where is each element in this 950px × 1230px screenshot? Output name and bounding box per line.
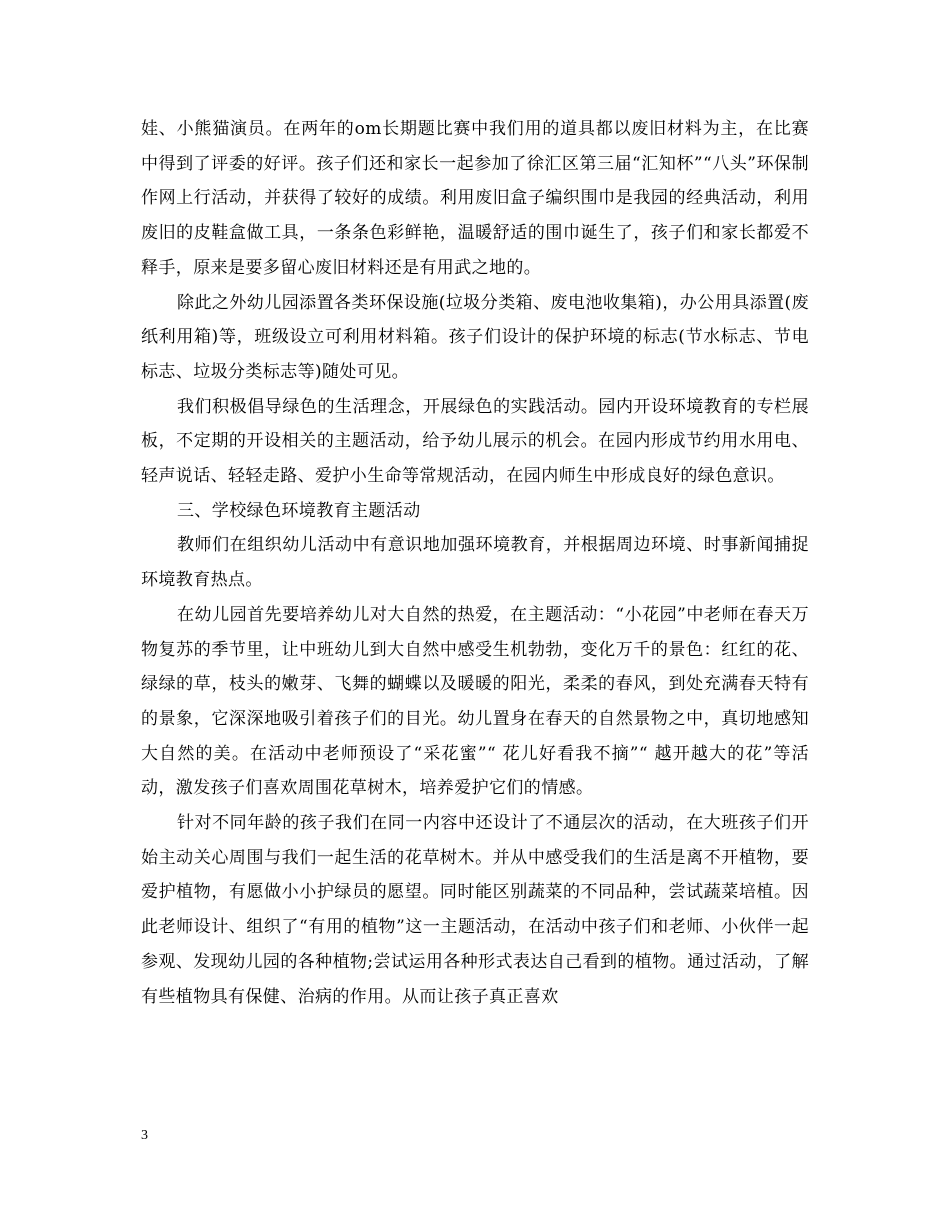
section-heading: 三、学校绿色环境教育主题活动 xyxy=(177,500,421,521)
paragraph-nature-love: 在幼儿园首先要培养幼儿对大自然的热爱，在主题活动：“小花园”中老师在春天万物复苏的季节里，让中班幼儿到大自然中感受生机勃勃，变化万千的景色：红红的花、绿绿的草，枝头的嫩芽、飞舞的蝴蝶以及暖暖的阳光，柔柔的春风，到处充满春天特有的景象，它深深地吸引着孩子们的目光。幼儿置身在春天的自然景物之中，真切地感知大自然的美。在活动中老师预设了“采花蜜”“ 花儿好看我不摘”“ 越开越大的花”等活动，激发孩子们喜欢周围花草树木，培养爱护它们的情感。 xyxy=(141,604,809,799)
page-number: 3 xyxy=(141,1128,148,1143)
document-body xyxy=(141,112,809,1014)
paragraph-teachers: 教师们在组织幼儿活动中有意识地加强环境教育，并根据周边环境、时事新闻捕捉环境教育热点。 xyxy=(141,535,809,591)
paragraph-continuation: 娃、小熊猫演员。在两年的om长期题比赛中我们用的道具都以废旧材料为主，在比赛中得到了评委的好评。孩子们还和家长一起参加了徐汇区第三届“汇知杯”“八头”环保制作网上行活动，并获得了较好的成绩。利用废旧盒子编织围巾是我园的经典活动，利用废旧的皮鞋盒做工具，一条条色彩鲜艳，温暖舒适的围巾诞生了，孩子们和家长都爱不释手，原来是要多留心废旧材料还是有用武之地的。 xyxy=(141,119,809,278)
paragraph-facilities: 除此之外幼儿园添置各类环保设施(垃圾分类箱、废电池收集箱)，办公用具添置(废纸利用箱)等，班级设立可利用材料箱。孩子们设计的保护环境的标志(节水标志、节电标志、垃圾分类标志等)随处可见。 xyxy=(141,292,809,382)
paragraph-green-concept: 我们积极倡导绿色的生活理念，开展绿色的实践活动。园内开设环境教育的专栏展板，不定期的开设相关的主题活动，给予幼儿展示的机会。在园内形成节约用水用电、轻声说话、轻轻走路、爱护小生命等常规活动，在园内师生中形成良好的绿色意识。 xyxy=(141,396,809,487)
paragraph-age-levels: 针对不同年龄的孩子我们在同一内容中还设计了不通层次的活动，在大班孩子们开始主动关心周围与我们一起生活的花草树木。并从中感受我们的生活是离不开植物，要爱护植物，有愿做小小护绿员的愿望。同时能区别蔬菜的不同品种，尝试蔬菜培植。因此老师设计、组织了“有用的植物”这一主题活动，在活动中孩子们和老师、小伙伴一起参观、发现幼儿园的各种植物;尝试运用各种形式表达自己看到的植物。通过活动，了解有些植物具有保健、治病的作用。从而让孩子真正喜欢 xyxy=(141,813,809,1007)
